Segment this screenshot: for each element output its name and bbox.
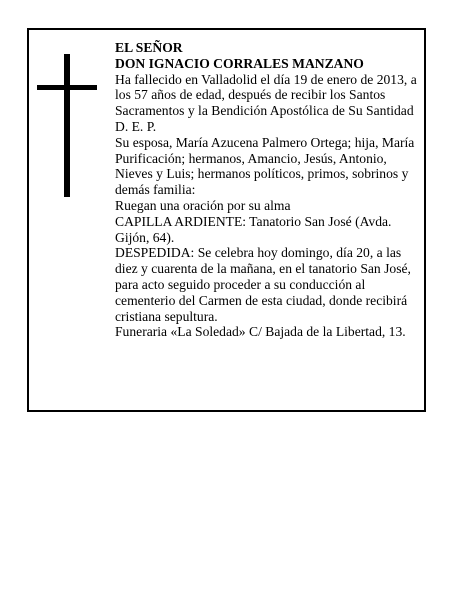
- heading-title: EL SEÑOR: [115, 40, 183, 55]
- obituary-text: [115, 40, 422, 340]
- cross-horizontal-bar: [37, 85, 97, 90]
- chapel-info: CAPILLA ARDIENTE: Tanatorio San José (Avda. Gijón, 64).: [115, 213, 392, 245]
- death-announcement: Ha fallecido en Valladolid el día 19 de enero de 2013, a los 57 años de edad, después de recibir los Santos Sacramentos y la Bendición Apostólica de Su Santidad D. E. P.: [115, 71, 417, 134]
- deceased-name: DON IGNACIO CORRALES MANZANO: [115, 55, 364, 71]
- farewell-info: DESPEDIDA: Se celebra hoy domingo, día 20, a las diez y cuarenta de la mañana, en el tanatorio San José, para acto seguido proceder a su conducción al cementerio del Carmen de esta ciudad, donde recibirá cristiana sepultura.: [115, 245, 411, 324]
- cross-vertical-bar: [64, 54, 70, 197]
- funeral-home: Funeraria «La Soledad» C/ Bajada de la Libertad, 13.: [115, 324, 406, 340]
- prayer-request: Ruegan una oración por su alma: [115, 197, 291, 213]
- family-list: Su esposa, María Azucena Palmero Ortega; hija, María Purificación; hermanos, Amancio, Jesús, Antonio, Nieves y Luis; hermanos políticos, primos, sobrinos y demás familia:: [115, 134, 415, 198]
